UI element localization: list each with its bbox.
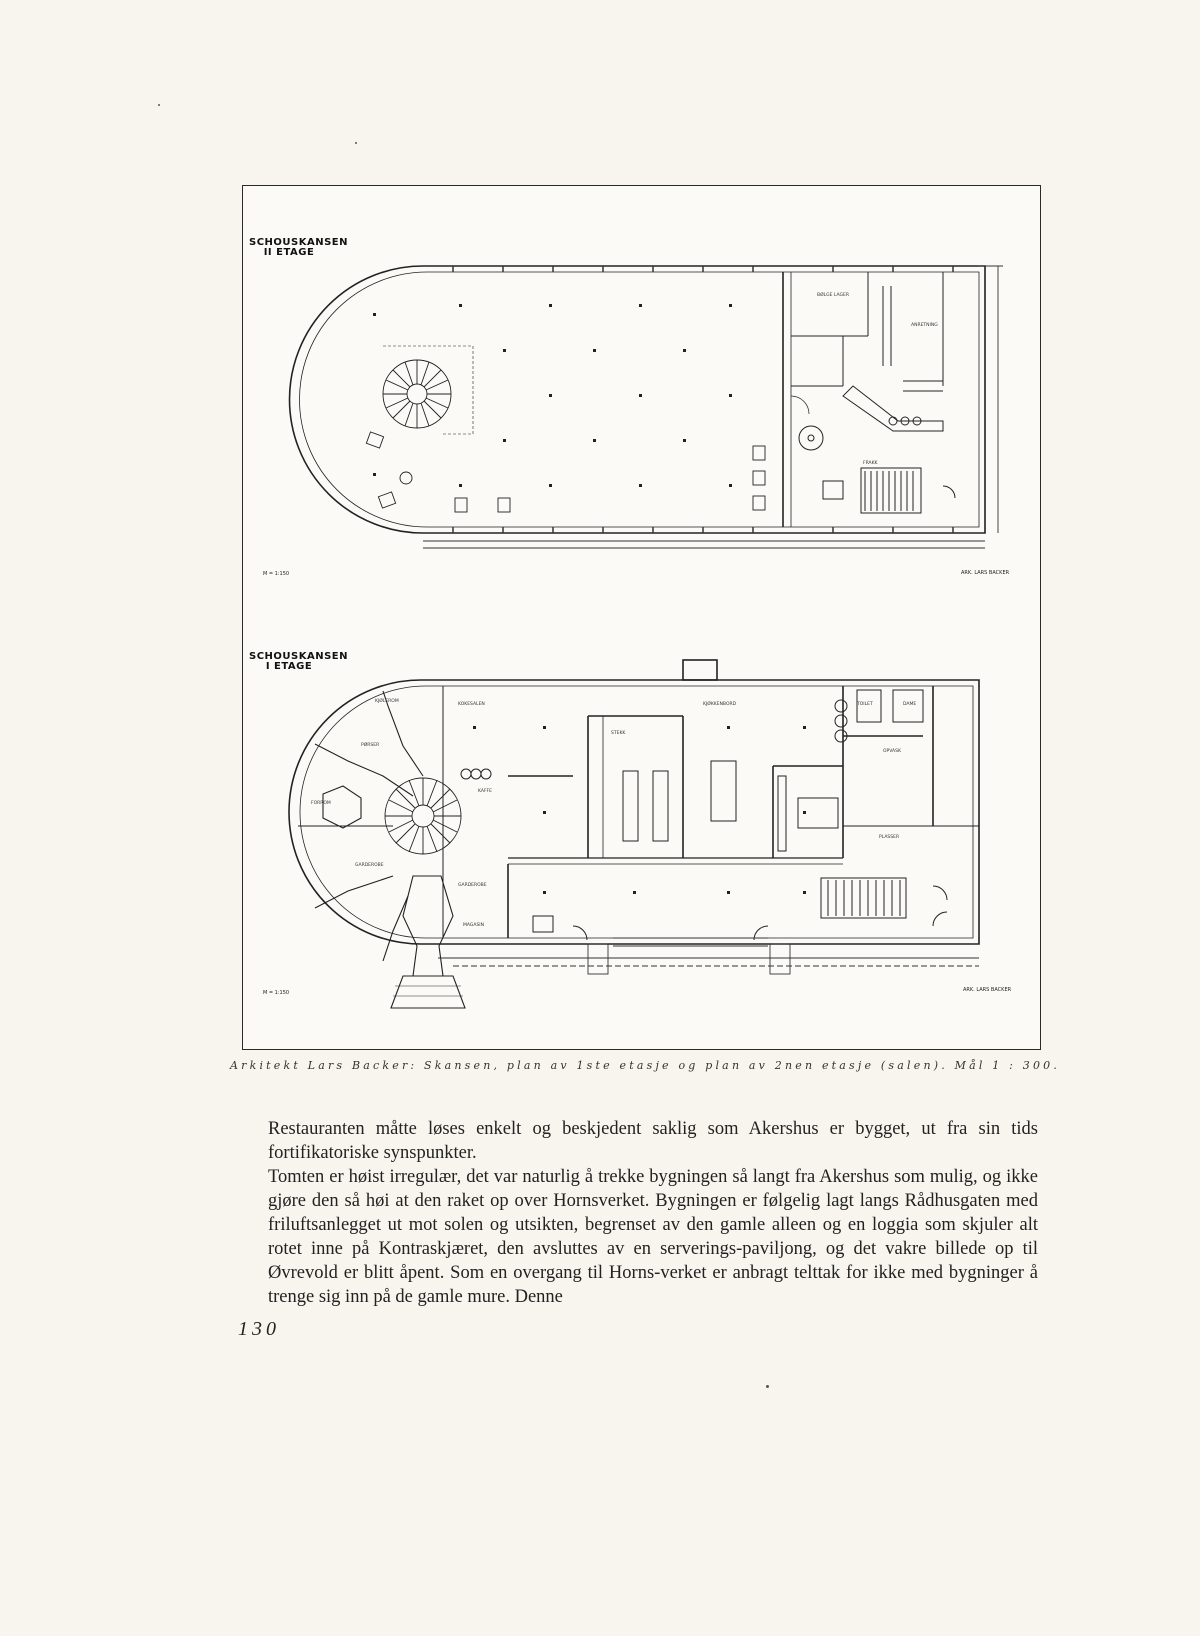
upper-plan-title-line2: II ETAGE: [263, 247, 315, 258]
lower-room-label-14: TOILET: [857, 702, 873, 707]
lower-plan-title-line2: I ETAGE: [265, 661, 313, 672]
lower-room-label-4: FORROM: [311, 801, 331, 806]
lower-room-label-3: PØRSER: [361, 743, 380, 748]
paragraph-2: Tomten er høist irregulær, det var naturlig å trekke bygningen så langt fra Akershus som mulig, og ikke gjøre den så høi at den raket op over Hornsverket. Bygningen er følgelig lagt langs Rådhusgaten med friluftsanlegget ut mot solen og utsikten, begrenset av den gamle alleen og en loggia som skjuler alt rotet inne på Kontraskjæret, den avsluttes av en serverings-paviljong, og det vakre billede op til Øvrevold er blitt åpent. Som en overgang til Horns-verket er anbragt telttak for ikke med bygninger å trenge sig inn på de gamle mure. Denne: [268, 1167, 1038, 1307]
upper-room-label-3: FRAKK: [863, 461, 878, 466]
lower-plan-title-line1: SCHOUSKANSEN: [249, 651, 348, 662]
lower-room-label-12: DAME: [903, 702, 917, 707]
lower-room-label-6: KAFFE: [478, 789, 492, 794]
lower-room-label-5: GARDEROBE: [355, 863, 384, 868]
upper-room-label-2: ANRETNING: [911, 323, 938, 328]
paper-speck: [355, 142, 357, 144]
figure-caption: Arkitekt Lars Backer: Skansen, plan av 1ste etasje og plan av 2nen etasje (salen). Mål 1 : 300.: [230, 1059, 1061, 1072]
lower-room-label-11: MAGASIN: [463, 923, 484, 928]
lower-room-label-9: OPVASK: [883, 749, 901, 754]
upper-plan-scale: M = 1:150: [263, 571, 290, 577]
lower-room-label-1: KJØLEROM: [375, 699, 399, 704]
lower-room-label-10: PLASSER: [879, 835, 900, 840]
lower-room-label-13: GARDEROBE: [458, 883, 487, 888]
lower-plan-architect: ARK. LARS BACKER: [963, 987, 1012, 993]
lower-plan-scale: M = 1:150: [263, 990, 290, 996]
body-text: [268, 1117, 1038, 1309]
lower-room-label-8: KJØKKENBORD: [703, 702, 737, 707]
page-number: 130: [238, 1318, 280, 1340]
upper-room-label-1: BØLGE LAGER: [817, 293, 849, 298]
lower-room-label-2: KOKESALEN: [458, 702, 485, 707]
lower-room-label-7: STEKK: [611, 731, 626, 736]
upper-plan-title-line1: SCHOUSKANSEN: [249, 237, 348, 248]
paragraph-1: Restauranten måtte løses enkelt og beskjedent saklig som Akershus er bygget, ut fra sin tids fortifikatoriske synspunkter.: [268, 1119, 1038, 1163]
paper-speck: [158, 104, 160, 106]
floor-plan-plate: [242, 185, 1041, 1050]
upper-plan-architect: ARK. LARS BACKER: [961, 570, 1010, 576]
lower-plan-title: [249, 651, 348, 672]
paper-speck: [766, 1385, 769, 1388]
upper-floor-plan-drawing: [243, 186, 1040, 606]
